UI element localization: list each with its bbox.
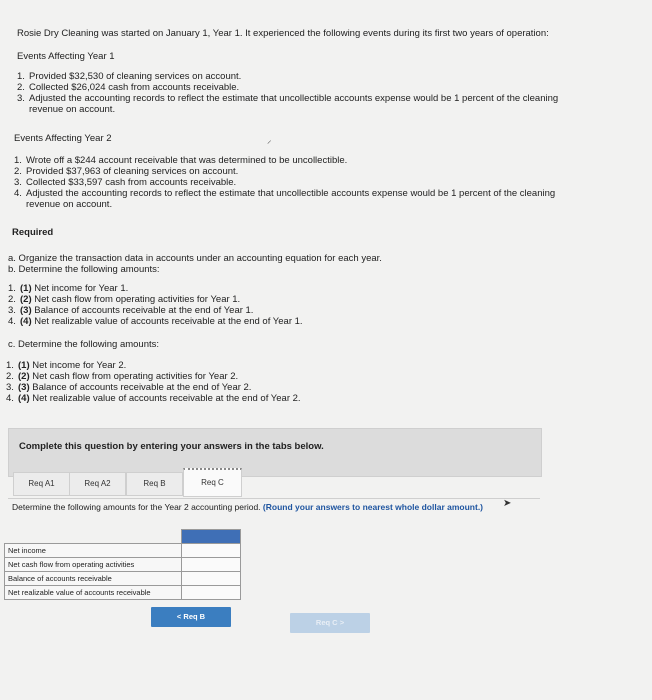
table-header: [5, 530, 241, 544]
list-item: 4. Adjusted the accounting records to reflect the estimate that uncollectible accounts expense would be 1 percent of the cleaning revenue on account.: [14, 188, 556, 210]
tab-req-c[interactable]: Req C: [183, 468, 242, 497]
prev-req-b-button[interactable]: [151, 607, 231, 627]
rounding-note: (Round your answers to nearest whole dollar amount.): [262, 502, 484, 512]
list-item: 1. (1) Net income for Year 2.: [6, 360, 127, 371]
list-item: 4. (4) Net realizable value of accounts receivable at the end of Year 1.: [8, 316, 303, 327]
tab-req-b[interactable]: Req B: [126, 472, 183, 496]
required-c: c. Determine the following amounts:: [8, 339, 160, 350]
instruction-text: Determine the following amounts for the Year 2 accounting period. (Round your answers to nearest whole dollar amount.): [12, 502, 484, 512]
list-item: 1. Wrote off a $244 account receivable that was determined to be uncollectible.: [14, 155, 348, 166]
net-income-input[interactable]: [182, 543, 241, 557]
year2-title: Events Affecting Year 2: [14, 133, 112, 144]
list-item: 2. Collected $26,024 cash from accounts receivable.: [17, 82, 240, 93]
row-label: Net income: [5, 543, 182, 557]
list-item: 3. (3) Balance of accounts receivable at the end of Year 1.: [8, 305, 254, 316]
required-b: b. Determine the following amounts:: [8, 264, 160, 275]
list-item: 4. (4) Net realizable value of accounts receivable at the end of Year 2.: [6, 393, 301, 404]
list-item: 3. Collected $33,597 cash from accounts receivable.: [14, 177, 237, 188]
next-req-c-button[interactable]: [290, 613, 370, 633]
list-item: 2. (2) Net cash flow from operating activities for Year 2.: [6, 371, 239, 382]
chevron-left-icon: <: [176, 612, 182, 621]
amounts-table: [4, 529, 241, 600]
net-cash-flow-input[interactable]: [182, 557, 241, 571]
year1-events: [17, 71, 587, 115]
tab-req-a2[interactable]: Req A2: [69, 472, 126, 496]
chevron-right-icon: >: [339, 618, 345, 627]
list-item: 1. (1) Net income for Year 1.: [8, 283, 129, 294]
tab-bar: [8, 468, 540, 499]
year2-events: [14, 155, 589, 210]
row-label: Net cash flow from operating activities: [5, 557, 182, 571]
year1-title: Events Affecting Year 1: [17, 51, 115, 62]
ar-balance-input[interactable]: [182, 571, 241, 585]
table-row: [5, 543, 241, 557]
next-label: Req C: [315, 618, 338, 627]
panel-text: Complete this question by entering your answers in the tabs below.: [19, 441, 324, 452]
list-item: 1. Provided $32,530 of cleaning services on account.: [17, 71, 242, 82]
list-item: 3. Adjusted the accounting records to reflect the estimate that uncollectible accounts expense would be 1 percent of the cleaning revenue on account.: [17, 93, 559, 115]
required-a: a. Organize the transaction data in accounts under an accounting equation for each year.: [8, 253, 382, 264]
required-c-items: [6, 360, 506, 404]
row-label: Balance of accounts receivable: [5, 571, 182, 585]
table-row: [5, 585, 241, 599]
table-row: [5, 571, 241, 585]
required-title: Required: [12, 227, 54, 238]
list-item: 2. Provided $37,963 of cleaning services on account.: [14, 166, 239, 177]
required-b-items: [8, 283, 508, 327]
prev-label: Req B: [183, 612, 206, 621]
table-row: [5, 557, 241, 571]
list-item: 3. (3) Balance of accounts receivable at the end of Year 2.: [6, 382, 252, 393]
header-cell: [182, 530, 241, 544]
tab-req-a1[interactable]: Req A1: [13, 472, 70, 496]
mouse-cursor-icon: ➤: [503, 498, 512, 509]
list-item: 2. (2) Net cash flow from operating activities for Year 1.: [8, 294, 241, 305]
problem-intro: Rosie Dry Cleaning was started on January 1, Year 1. It experienced the following events during its first two years of operation:: [17, 28, 549, 39]
net-realizable-value-input[interactable]: [182, 585, 241, 599]
row-label: Net realizable value of accounts receivable: [5, 585, 182, 599]
cursor-mark-icon: ⸝: [267, 135, 272, 145]
